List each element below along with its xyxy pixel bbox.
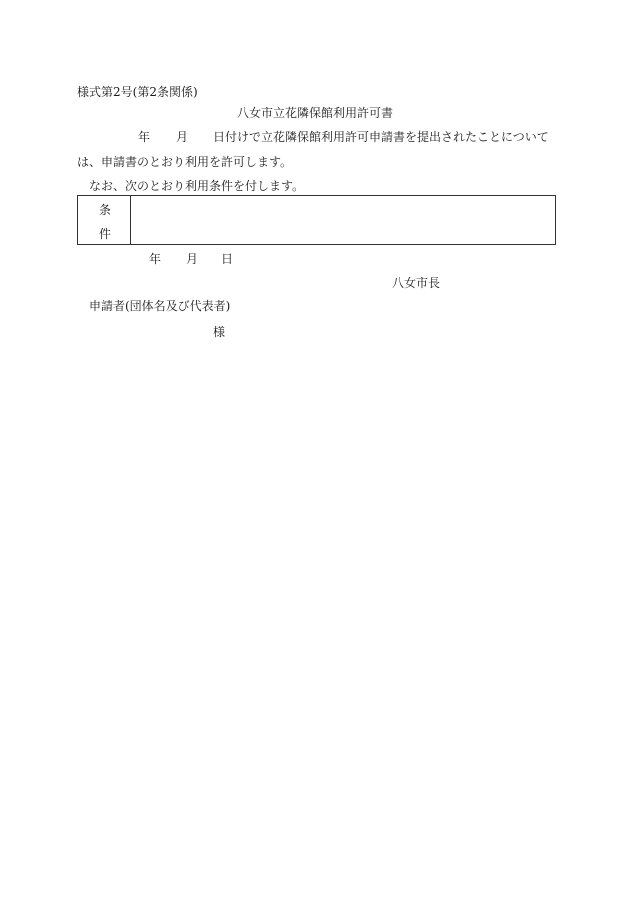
body-line-3: なお、次のとおり利用条件を付します。 (89, 179, 305, 193)
body-line-2: は、申請書のとおり利用を許可します。 (77, 155, 293, 169)
conditions-label-char-1: 条 (99, 203, 112, 217)
form-number: 様式第2号(第2条関係) (77, 85, 198, 99)
conditions-label-cell (78, 196, 131, 244)
conditions-label-char-2: 件 (99, 227, 112, 241)
issuer-name: 八女市長 (392, 276, 441, 290)
issue-year-label: 年 (149, 252, 162, 266)
application-year-label: 年 (138, 130, 151, 144)
issue-day-label: 日 (221, 252, 234, 266)
document-title: 八女市立花隣保館利用許可書 (236, 106, 393, 120)
issue-month-label: 月 (186, 252, 199, 266)
conditions-content-cell (131, 196, 555, 244)
applicant-label: 申請者(団体名及び代表者) (89, 299, 231, 313)
application-month-label: 月 (176, 130, 189, 144)
conditions-table (77, 195, 556, 245)
body-line-1: 日付けで立花隣保館利用許可申請書を提出されたことについて (213, 130, 549, 144)
honorific-sama: 様 (213, 325, 226, 339)
